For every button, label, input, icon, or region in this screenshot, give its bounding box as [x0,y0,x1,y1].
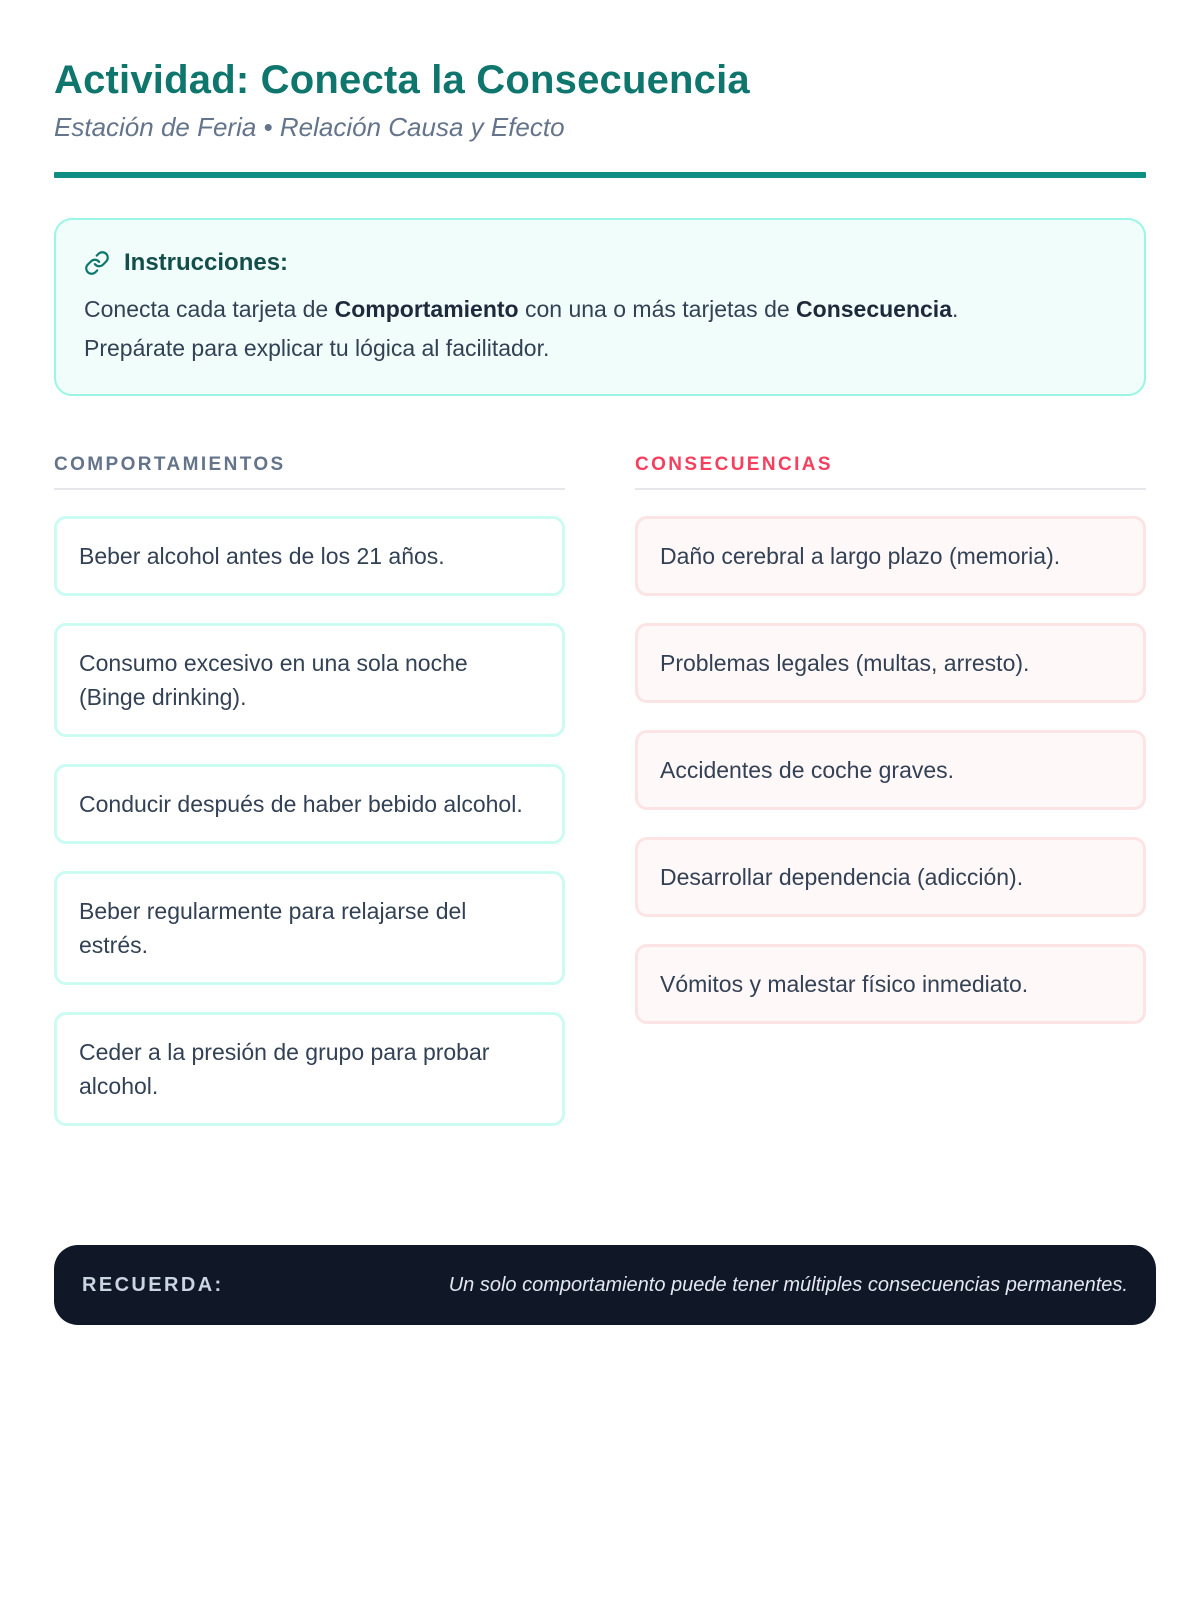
consequence-card[interactable]: Desarrollar dependencia (adicción). [635,837,1146,917]
behaviors-list [54,516,565,1153]
header-divider [54,172,1146,178]
link-icon [84,250,110,276]
instructions-text-segment: con una o más tarjetas de [518,296,797,322]
behaviors-column [54,450,565,1153]
page-title: Actividad: Conecta la Consecuencia [54,58,750,102]
instructions-text [84,290,1116,368]
behavior-card[interactable]: Beber alcohol antes de los 21 años. [54,516,565,596]
instructions-box [54,218,1146,396]
behavior-card[interactable]: Ceder a la presión de grupo para probar alcohol. [54,1012,565,1126]
instructions-header [84,246,1116,280]
matching-columns [54,450,1146,1153]
consequences-heading: CONSECUENCIAS [635,450,1146,490]
consequences-list [635,516,1146,1051]
page-subtitle: Estación de Feria • Relación Causa y Efecto [54,112,565,142]
instructions-line-1 [84,290,1116,329]
behavior-card[interactable]: Conducir después de haber bebido alcohol. [54,764,565,844]
consequences-column [635,450,1146,1153]
instructions-text-segment: . [952,296,959,322]
behavior-card[interactable]: Consumo excesivo en una sola noche (Binge drinking). [54,623,565,737]
consequence-card[interactable]: Problemas legales (multas, arresto). [635,623,1146,703]
instructions-emphasis-behavior: Comportamiento [334,296,519,322]
behavior-card[interactable]: Beber regularmente para relajarse del estrés. [54,871,565,985]
behaviors-heading: COMPORTAMIENTOS [54,450,565,490]
instructions-text-segment: Conecta cada tarjeta de [84,296,335,322]
consequence-card[interactable]: Accidentes de coche graves. [635,730,1146,810]
instructions-line-2: Prepárate para explicar tu lógica al facilitador. [84,335,550,361]
instructions-title: Instrucciones: [124,249,289,276]
reminder-banner [54,1245,1156,1325]
reminder-text: Un solo comportamiento puede tener múltiples consecuencias permanentes. [448,1273,1128,1296]
consequence-card[interactable]: Daño cerebral a largo plazo (memoria). [635,516,1146,596]
reminder-label: RECUERDA: [82,1273,224,1296]
instructions-emphasis-consequence: Consecuencia [796,296,952,322]
consequence-card[interactable]: Vómitos y malestar físico inmediato. [635,944,1146,1024]
